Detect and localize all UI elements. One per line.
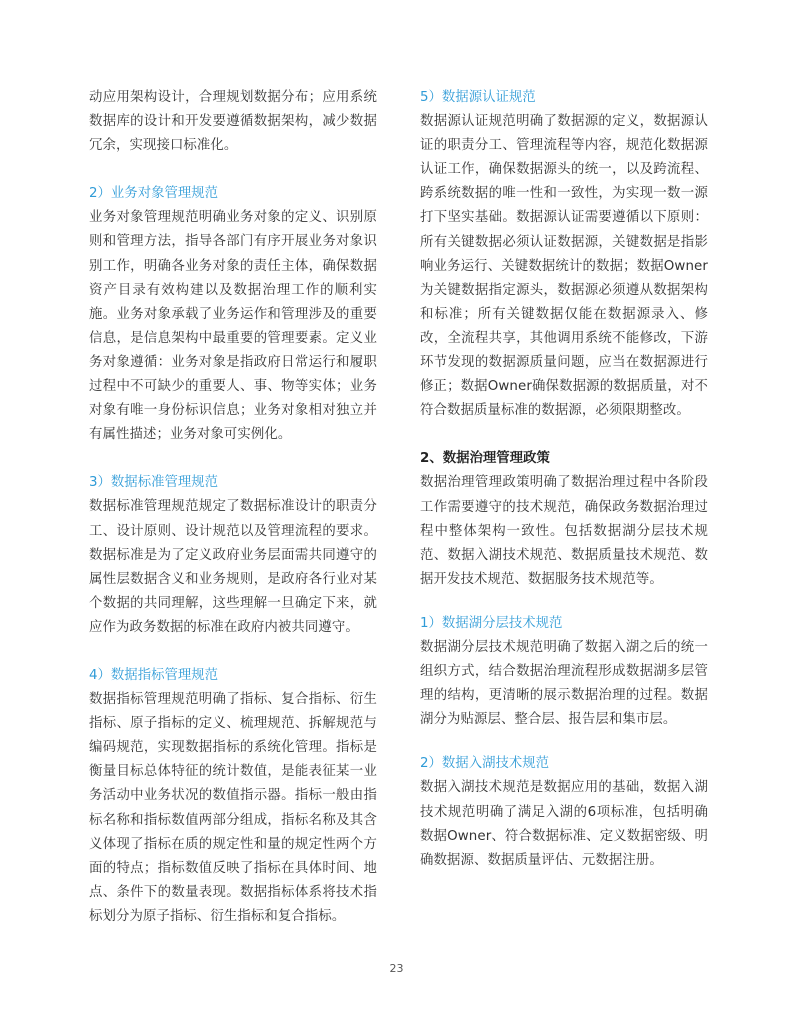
- page-number: 23: [389, 962, 404, 975]
- right-column: [420, 86, 708, 873]
- section-heading-data-source: 5）数据源认证规范: [420, 90, 536, 105]
- section-heading-data-standard: 3）数据标准管理规范: [89, 475, 219, 491]
- section-heading-data-indicator: 4）数据指标管理规范: [89, 667, 219, 683]
- section-heading-lake-ingestion: 2）数据入湖技术规范: [420, 756, 550, 772]
- intro-paragraph: 动应用架构设计，合理规划数据分布；应用系统数据库的设计和开发要遵循数据架构，减少数据冗余，实现接口标准化。: [89, 90, 377, 154]
- section-heading-lake-layering: 1）数据湖分层技术规范: [420, 615, 563, 631]
- data-source-paragraph: 数据源认证规范明确了数据源的定义，数据源认证的职责分工、管理流程等内容，规范化数据源认证工作，确保数据源头的统一，以及跨流程、跨系统数据的唯一性和一致性，为实现一数一源打下坚实基础。数据源认证需要遵循以下原则：所有关键数据必须认证数据源，关键数据是指影响业务运行、关键数据统计的数据；数据Owner为关键数据指定源头，数据源必须遵从数据架构和标准；所有关键数据仅能在数据源录入、修改，全流程共享，其他调用系统不能修改，下游环节发现的数据源质量问题，应当在数据源进行修正；数据Owner确保数据源的数据质量，对不符合数据质量标准的数据源，必须限期整改。: [420, 114, 708, 419]
- data-standard-paragraph: 数据标准管理规范规定了数据标准设计的职责分工、设计原则、设计规范以及管理流程的要求。数据标准是为了定义政府业务层面需共同遵守的属性层数据含义和业务规则，是政府各行业对某个数据的共同理解，这些理解一旦确定下来，就应作为政务数据的标准在政府内被共同遵守。: [89, 499, 377, 635]
- governance-policy-paragraph: 数据治理管理政策明确了数据治理过程中各阶段工作需要遵守的技术规范，确保政务数据治理过程中整体架构一致性。包括数据湖分层技术规范、数据入湖技术规范、数据质量技术规范、数据开发技术规范、数据服务技术规范等。: [420, 475, 708, 587]
- data-indicator-paragraph: 数据指标管理规范明确了指标、复合指标、衍生指标、原子指标的定义、梳理规范、拆解规范与编码规范，实现数据指标的系统化管理。指标是衡量目标总体特征的统计数值，是能表征某一业务活动中业务状况的数值指示器。指标一般由指标名称和指标数值两部分组成，指标名称及其含义体现了指标在质的规定性和量的规定性两个方面的特点；指标数值反映了指标在具体时间、地点、条件下的数量表现。数据指标体系将技术指标划分为原子指标、衍生指标和复合指标。: [89, 692, 377, 924]
- section-heading-business-object: 2）业务对象管理规范: [89, 186, 219, 202]
- lake-layering-paragraph: 数据湖分层技术规范明确了数据入湖之后的统一组织方式，结合数据治理流程形成数据湖多层管理的结构，更清晰的展示数据治理的过程。数据湖分为贴源层、整合层、报告层和集市层。: [420, 639, 708, 728]
- section-heading-governance-policy: 2、数据治理管理政策: [420, 451, 550, 467]
- business-object-paragraph: 业务对象管理规范明确业务对象的定义、识别原则和管理方法，指导各部门有序开展业务对象识别工作，明确各业务对象的责任主体，确保数据资产目录有效构建以及数据治理工作的顺利实施。业务对象承载了业务运作和管理涉及的重要信息，是信息架构中最重要的管理要素。定义业务对象遵循：业务对象是指政府日常运行和履职过程中不可缺少的重要人、事、物等实体；业务对象有唯一身份标识信息；业务对象相对独立并有属性描述；业务对象可实例化。: [89, 210, 377, 443]
- lake-ingestion-paragraph: 数据入湖技术规范是数据应用的基础，数据入湖技术规范明确了满足入湖的6项标准，包括明确数据Owner、符合数据标准、定义数据密级、明确数据源、数据质量评估、元数据注册。: [420, 780, 708, 868]
- left-column: [89, 86, 377, 929]
